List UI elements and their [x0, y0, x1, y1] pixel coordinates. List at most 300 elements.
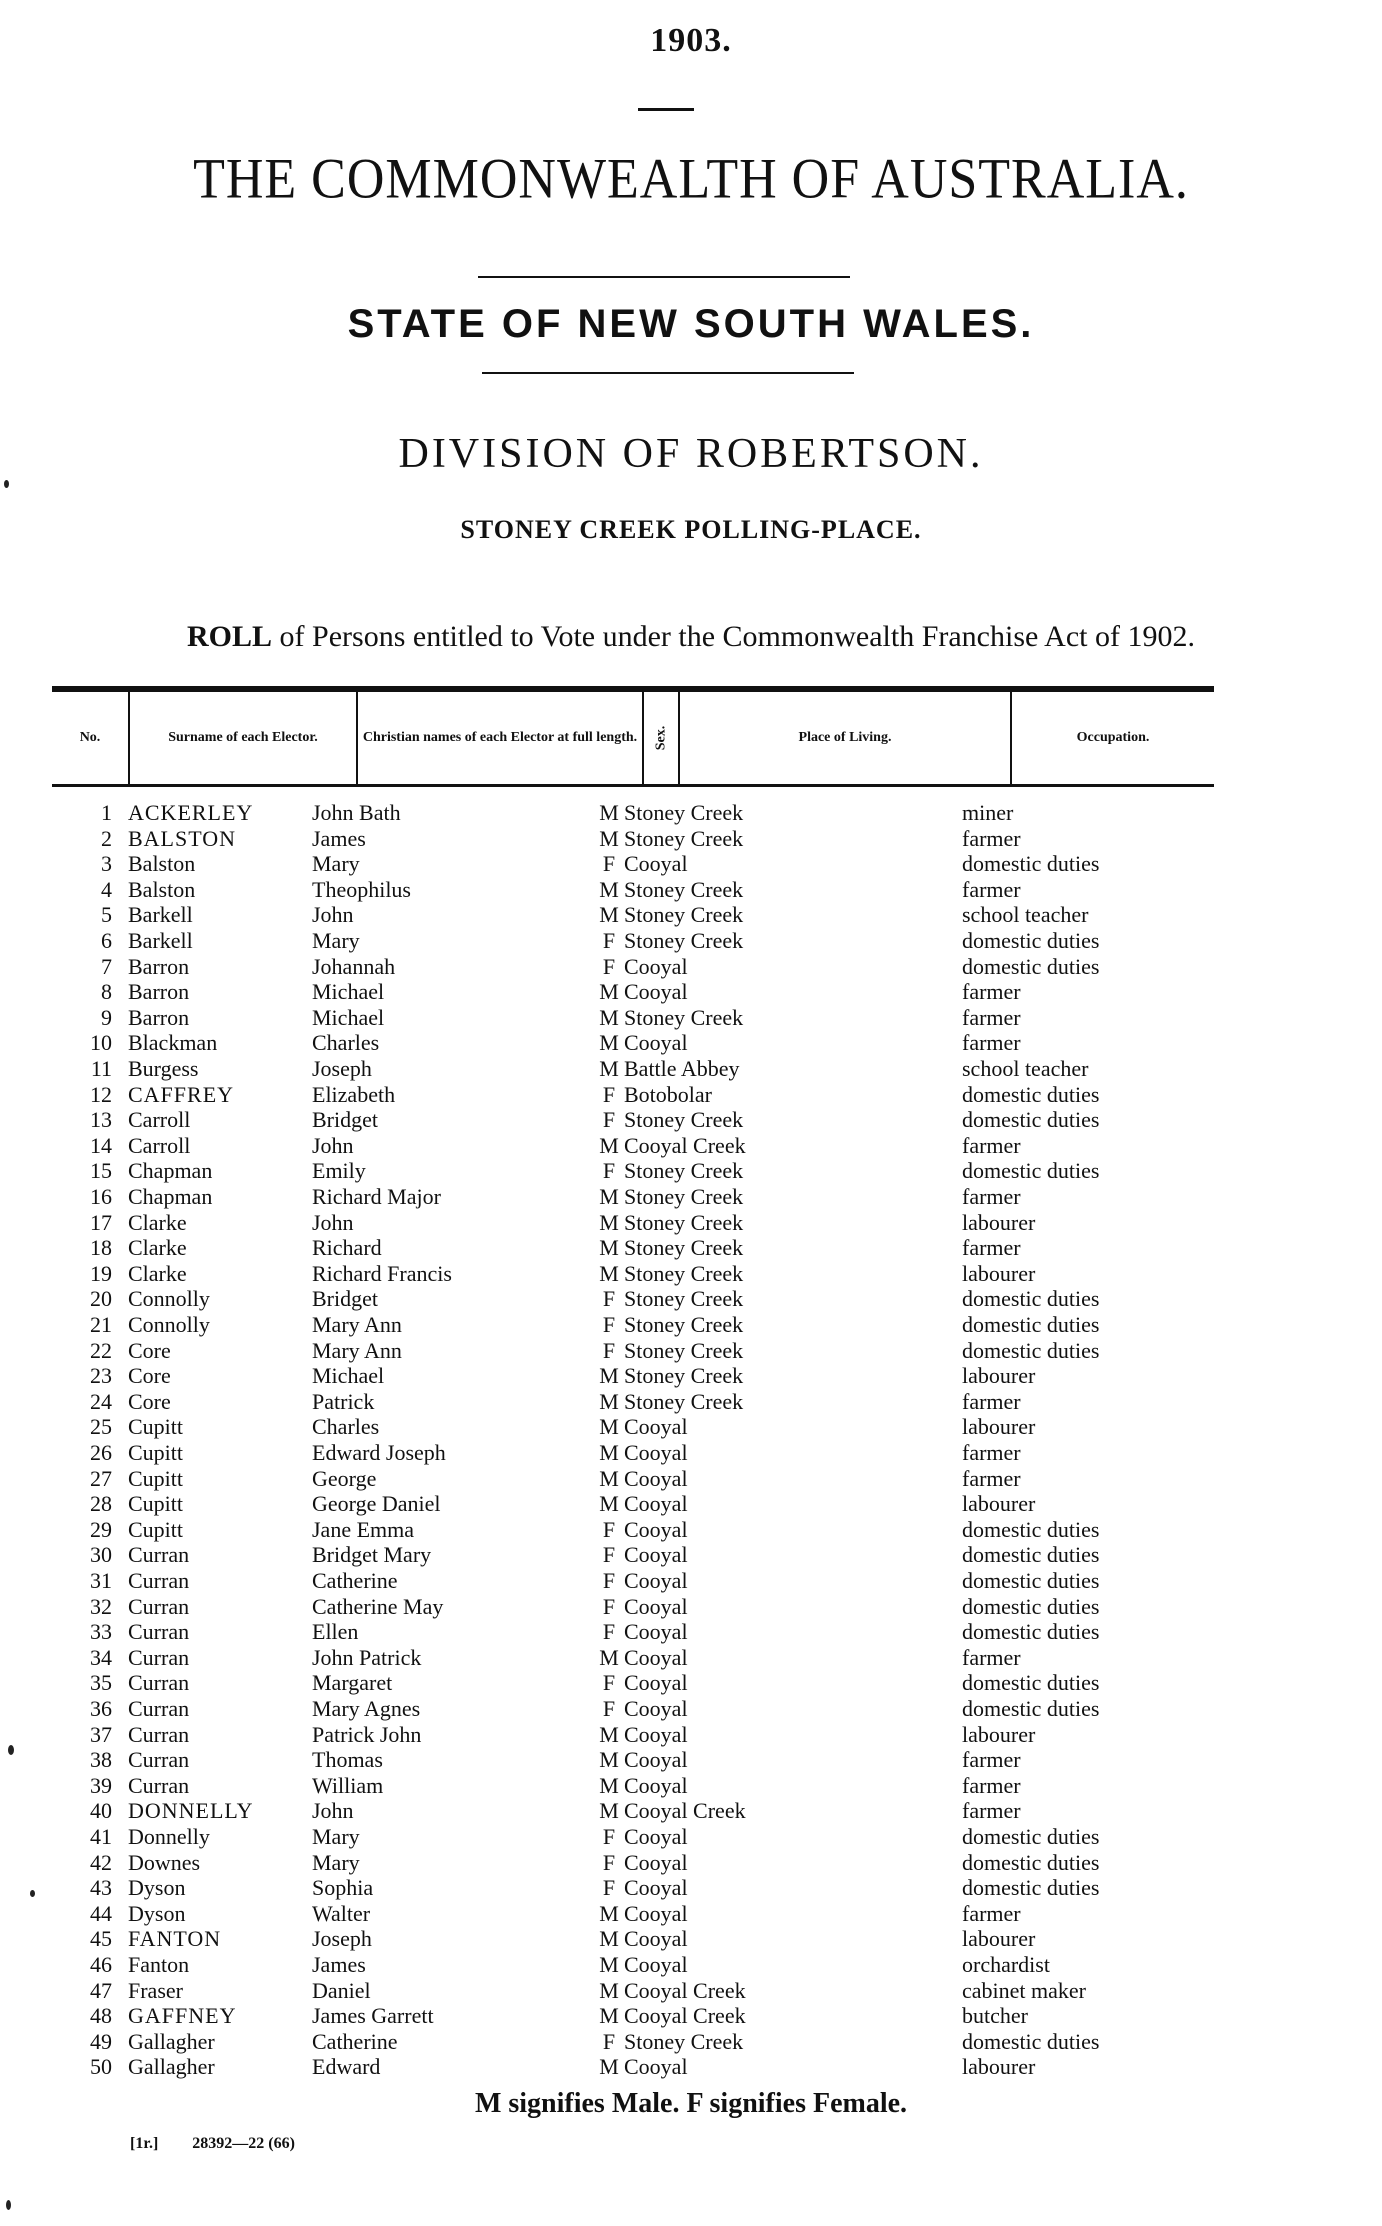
- cell-christian-names: Mary: [312, 1850, 360, 1875]
- cell-sex: F: [602, 1286, 616, 1311]
- cell-no: 2: [101, 826, 112, 851]
- cell-christian-names: Catherine May: [312, 1594, 444, 1619]
- cell-sex: M: [599, 1466, 619, 1491]
- table-row: [0, 1926, 1382, 1951]
- cell-occupation: farmer: [962, 979, 1021, 1004]
- cell-occupation: farmer: [962, 1389, 1021, 1414]
- cell-no: 25: [90, 1414, 112, 1439]
- cell-no: 46: [90, 1952, 112, 1977]
- cell-surname: Curran: [128, 1542, 190, 1567]
- table-row: [0, 1184, 1382, 1209]
- cell-place: Cooyal: [624, 1926, 688, 1951]
- cell-sex: M: [599, 1645, 619, 1670]
- cell-surname: Barron: [128, 954, 190, 979]
- table-row: [0, 1133, 1382, 1158]
- cell-occupation: domestic duties: [962, 851, 1100, 876]
- cell-christian-names: George: [312, 1466, 377, 1491]
- cell-christian-names: Elizabeth: [312, 1082, 396, 1107]
- cell-surname: Connolly: [128, 1286, 210, 1311]
- cell-surname: Clarke: [128, 1261, 187, 1286]
- cell-no: 28: [90, 1491, 112, 1516]
- table-row: [0, 1824, 1382, 1849]
- table-row: [0, 1850, 1382, 1875]
- cell-no: 6: [101, 928, 112, 953]
- table-row: [0, 1645, 1382, 1670]
- cell-christian-names: Richard Francis: [312, 1261, 452, 1286]
- table-row: [0, 1005, 1382, 1030]
- cell-place: Cooyal: [624, 979, 688, 1004]
- cell-sex: F: [602, 1619, 616, 1644]
- column-header-surname: Surname of each Elector.: [130, 692, 358, 784]
- cell-place: Stoney Creek: [624, 1389, 744, 1414]
- table-row: [0, 1312, 1382, 1337]
- table-row: [0, 1158, 1382, 1183]
- cell-sex: F: [602, 954, 616, 979]
- cell-christian-names: Edward: [312, 2054, 381, 2079]
- cell-place: Stoney Creek: [624, 1312, 744, 1337]
- table-row: [0, 1440, 1382, 1465]
- table-row: [0, 1210, 1382, 1235]
- cell-surname: Curran: [128, 1696, 190, 1721]
- cell-surname: Curran: [128, 1568, 190, 1593]
- cell-occupation: domestic duties: [962, 1517, 1100, 1542]
- cell-christian-names: John Bath: [312, 800, 401, 825]
- cell-no: 33: [90, 1619, 112, 1644]
- cell-occupation: domestic duties: [962, 1107, 1100, 1132]
- cell-occupation: miner: [962, 800, 1014, 825]
- cell-surname: Connolly: [128, 1312, 210, 1337]
- table-row: [0, 1414, 1382, 1439]
- cell-place: Cooyal Creek: [624, 1978, 746, 2003]
- cell-place: Cooyal: [624, 1722, 688, 1747]
- cell-surname: GAFFNEY: [128, 2003, 237, 2028]
- cell-no: 12: [90, 1082, 112, 1107]
- cell-place: Cooyal: [624, 1952, 688, 1977]
- roll-rest: of Persons entitled to Vote under the Commonwealth Franchise Act of 1902.: [272, 620, 1195, 653]
- column-header-place: Place of Living.: [680, 692, 1012, 784]
- cell-surname: Clarke: [128, 1210, 187, 1235]
- cell-occupation: domestic duties: [962, 1158, 1100, 1183]
- cell-christian-names: Patrick: [312, 1389, 375, 1414]
- cell-sex: F: [602, 1542, 616, 1567]
- cell-no: 45: [90, 1926, 112, 1951]
- sex-legend: M signifies Male. F signifies Female.: [474, 2088, 908, 2119]
- divider: [482, 372, 854, 374]
- cell-christian-names: Mary: [312, 928, 360, 953]
- cell-christian-names: Jane Emma: [312, 1517, 415, 1542]
- column-header-no: No.: [52, 692, 130, 784]
- cell-place: Cooyal: [624, 2054, 688, 2079]
- cell-surname: BALSTON: [128, 826, 237, 851]
- cell-occupation: farmer: [962, 1235, 1021, 1260]
- cell-occupation: domestic duties: [962, 1542, 1100, 1567]
- cell-christian-names: James: [312, 826, 366, 851]
- cell-no: 41: [90, 1824, 112, 1849]
- print-footer: [130, 2135, 295, 2153]
- cell-sex: F: [602, 928, 616, 953]
- cell-no: 43: [90, 1875, 112, 1900]
- cell-christian-names: Thomas: [312, 1747, 383, 1772]
- cell-no: 5: [101, 902, 112, 927]
- cell-sex: F: [602, 1594, 616, 1619]
- cell-occupation: domestic duties: [962, 2029, 1100, 2054]
- column-header-sex: [644, 692, 680, 784]
- cell-surname: Curran: [128, 1773, 190, 1798]
- cell-surname: Barron: [128, 1005, 190, 1030]
- cell-sex: F: [602, 1158, 616, 1183]
- cell-christian-names: Mary: [312, 1824, 360, 1849]
- cell-occupation: farmer: [962, 877, 1021, 902]
- cell-place: Stoney Creek: [624, 928, 744, 953]
- cell-sex: M: [599, 1440, 619, 1465]
- cell-surname: FANTON: [128, 1926, 222, 1951]
- cell-sex: F: [602, 1517, 616, 1542]
- cell-occupation: domestic duties: [962, 1082, 1100, 1107]
- cell-sex: F: [602, 1082, 616, 1107]
- cell-christian-names: Michael: [312, 979, 385, 1004]
- cell-no: 36: [90, 1696, 112, 1721]
- cell-occupation: cabinet maker: [962, 1978, 1086, 2003]
- table-row: [0, 1030, 1382, 1055]
- cell-occupation: domestic duties: [962, 928, 1100, 953]
- cell-christian-names: Richard: [312, 1235, 382, 1260]
- cell-no: 4: [101, 877, 112, 902]
- cell-place: Cooyal: [624, 1619, 688, 1644]
- cell-place: Cooyal: [624, 1747, 688, 1772]
- cell-christian-names: John: [312, 902, 354, 927]
- cell-no: 10: [90, 1030, 112, 1055]
- cell-christian-names: Mary: [312, 851, 360, 876]
- cell-sex: M: [599, 1773, 619, 1798]
- cell-sex: M: [599, 1030, 619, 1055]
- cell-sex: F: [602, 1696, 616, 1721]
- cell-place: Cooyal: [624, 1491, 688, 1516]
- margin-mark: [8, 1745, 14, 1755]
- cell-place: Cooyal: [624, 1850, 688, 1875]
- cell-sex: M: [599, 1184, 619, 1209]
- cell-surname: Curran: [128, 1722, 190, 1747]
- cell-place: Cooyal: [624, 1568, 688, 1593]
- cell-no: 40: [90, 1798, 112, 1823]
- cell-christian-names: Johannah: [312, 954, 396, 979]
- cell-surname: Carroll: [128, 1133, 191, 1158]
- table-row: [0, 1619, 1382, 1644]
- cell-no: 20: [90, 1286, 112, 1311]
- cell-place: Stoney Creek: [624, 1261, 744, 1286]
- cell-christian-names: Bridget: [312, 1107, 378, 1132]
- cell-place: Cooyal Creek: [624, 2003, 746, 2028]
- cell-occupation: school teacher: [962, 1056, 1089, 1081]
- cell-no: 14: [90, 1133, 112, 1158]
- cell-surname: Gallagher: [128, 2054, 215, 2079]
- cell-sex: M: [599, 1491, 619, 1516]
- cell-surname: Cupitt: [128, 1414, 184, 1439]
- table-row: [0, 2029, 1382, 2054]
- cell-no: 7: [101, 954, 112, 979]
- cell-place: Stoney Creek: [624, 826, 744, 851]
- cell-sex: F: [602, 851, 616, 876]
- table-row: [0, 1722, 1382, 1747]
- table-row: [0, 800, 1382, 825]
- cell-sex: M: [599, 1414, 619, 1439]
- cell-place: Cooyal: [624, 1594, 688, 1619]
- cell-christian-names: Patrick John: [312, 1722, 422, 1747]
- table-row: [0, 1517, 1382, 1542]
- table-row: [0, 1286, 1382, 1311]
- cell-occupation: farmer: [962, 1798, 1021, 1823]
- cell-christian-names: Charles: [312, 1030, 380, 1055]
- cell-surname: Balston: [128, 877, 196, 902]
- cell-surname: Blackman: [128, 1030, 218, 1055]
- table-row: [0, 1952, 1382, 1977]
- divider: [638, 108, 694, 111]
- cell-surname: Core: [128, 1338, 171, 1363]
- cell-surname: Barkell: [128, 928, 193, 953]
- table-row: [0, 826, 1382, 851]
- cell-occupation: farmer: [962, 1466, 1021, 1491]
- cell-occupation: school teacher: [962, 902, 1089, 927]
- cell-occupation: farmer: [962, 1747, 1021, 1772]
- cell-christian-names: Catherine: [312, 1568, 398, 1593]
- cell-place: Stoney Creek: [624, 877, 744, 902]
- cell-surname: Curran: [128, 1670, 190, 1695]
- cell-surname: Core: [128, 1363, 171, 1388]
- cell-no: 38: [90, 1747, 112, 1772]
- table-row: [0, 1798, 1382, 1823]
- cell-sex: M: [599, 2003, 619, 2028]
- cell-surname: Curran: [128, 1619, 190, 1644]
- cell-sex: M: [599, 1363, 619, 1388]
- cell-christian-names: George Daniel: [312, 1491, 441, 1516]
- cell-christian-names: Theophilus: [312, 877, 411, 902]
- cell-no: 27: [90, 1466, 112, 1491]
- cell-christian-names: John: [312, 1133, 354, 1158]
- cell-sex: M: [599, 1952, 619, 1977]
- cell-place: Stoney Creek: [624, 2029, 744, 2054]
- margin-mark: [4, 480, 9, 488]
- table-row: [0, 1107, 1382, 1132]
- cell-christian-names: John: [312, 1210, 354, 1235]
- cell-surname: Chapman: [128, 1184, 213, 1209]
- cell-no: 39: [90, 1773, 112, 1798]
- table-row: [0, 1082, 1382, 1107]
- cell-sex: M: [599, 1389, 619, 1414]
- table-row: [0, 1542, 1382, 1567]
- cell-surname: Barron: [128, 979, 190, 1004]
- cell-occupation: domestic duties: [962, 1670, 1100, 1695]
- table-row: [0, 1235, 1382, 1260]
- cell-no: 9: [101, 1005, 112, 1030]
- footer-code: [1r.]: [130, 2135, 159, 2152]
- cell-place: Stoney Creek: [624, 902, 744, 927]
- cell-place: Stoney Creek: [624, 1286, 744, 1311]
- cell-surname: Fanton: [128, 1952, 190, 1977]
- cell-place: Stoney Creek: [624, 1338, 744, 1363]
- year-heading: 1903.: [650, 22, 732, 59]
- cell-christian-names: Walter: [312, 1901, 371, 1926]
- cell-place: Cooyal: [624, 1645, 688, 1670]
- cell-surname: CAFFREY: [128, 1082, 235, 1107]
- cell-sex: M: [599, 1261, 619, 1286]
- cell-sex: F: [602, 2029, 616, 2054]
- cell-no: 49: [90, 2029, 112, 2054]
- cell-place: Stoney Creek: [624, 1363, 744, 1388]
- cell-no: 26: [90, 1440, 112, 1465]
- cell-no: 29: [90, 1517, 112, 1542]
- cell-christian-names: Joseph: [312, 1056, 372, 1081]
- cell-place: Cooyal Creek: [624, 1798, 746, 1823]
- table-row: [0, 1773, 1382, 1798]
- cell-surname: DONNELLY: [128, 1798, 254, 1823]
- cell-surname: Cupitt: [128, 1466, 184, 1491]
- table-row: [0, 1875, 1382, 1900]
- cell-surname: Cupitt: [128, 1517, 184, 1542]
- cell-occupation: labourer: [962, 1926, 1036, 1951]
- cell-occupation: farmer: [962, 1773, 1021, 1798]
- table-row: [0, 877, 1382, 902]
- cell-christian-names: Daniel: [312, 1978, 371, 2003]
- page-title: THE COMMONWEALTH OF AUSTRALIA.: [193, 148, 1189, 211]
- column-header-sex-label: Sex.: [653, 725, 668, 751]
- roll-description: [0, 620, 1382, 654]
- cell-occupation: domestic duties: [962, 1568, 1100, 1593]
- cell-occupation: orchardist: [962, 1952, 1050, 1977]
- table-row: [0, 902, 1382, 927]
- cell-surname: Donnelly: [128, 1824, 210, 1849]
- cell-no: 35: [90, 1670, 112, 1695]
- cell-no: 3: [101, 851, 112, 876]
- cell-christian-names: Bridget Mary: [312, 1542, 432, 1567]
- cell-no: 30: [90, 1542, 112, 1567]
- cell-no: 16: [90, 1184, 112, 1209]
- cell-no: 22: [90, 1338, 112, 1363]
- cell-surname: Clarke: [128, 1235, 187, 1260]
- cell-surname: Curran: [128, 1594, 190, 1619]
- cell-surname: Carroll: [128, 1107, 191, 1132]
- table-row: [0, 1363, 1382, 1388]
- cell-christian-names: James Garrett: [312, 2003, 434, 2028]
- cell-christian-names: Emily: [312, 1158, 366, 1183]
- cell-sex: M: [599, 1056, 619, 1081]
- cell-surname: ACKERLEY: [128, 800, 254, 825]
- cell-sex: F: [602, 1338, 616, 1363]
- table-row: [0, 1594, 1382, 1619]
- cell-sex: F: [602, 1312, 616, 1337]
- cell-place: Cooyal: [624, 1670, 688, 1695]
- cell-occupation: farmer: [962, 1005, 1021, 1030]
- divider: [478, 276, 850, 278]
- cell-christian-names: Charles: [312, 1414, 380, 1439]
- cell-occupation: labourer: [962, 1363, 1036, 1388]
- division-heading: DIVISION OF ROBERTSON.: [398, 431, 984, 477]
- cell-occupation: labourer: [962, 1722, 1036, 1747]
- table-row: [0, 1747, 1382, 1772]
- table-row: [0, 1261, 1382, 1286]
- cell-place: Stoney Creek: [624, 1005, 744, 1030]
- cell-occupation: domestic duties: [962, 1696, 1100, 1721]
- cell-no: 19: [90, 1261, 112, 1286]
- state-heading: STATE OF NEW SOUTH WALES.: [347, 302, 1035, 346]
- cell-place: Cooyal: [624, 1542, 688, 1567]
- cell-place: Cooyal: [624, 851, 688, 876]
- cell-occupation: domestic duties: [962, 1312, 1100, 1337]
- cell-sex: M: [599, 1798, 619, 1823]
- cell-sex: F: [602, 1824, 616, 1849]
- cell-christian-names: Margaret: [312, 1670, 393, 1695]
- cell-christian-names: Catherine: [312, 2029, 398, 2054]
- cell-occupation: domestic duties: [962, 954, 1100, 979]
- cell-place: Cooyal: [624, 1901, 688, 1926]
- cell-no: 8: [101, 979, 112, 1004]
- cell-sex: M: [599, 1926, 619, 1951]
- footer-print-ref: 28392—22 (66): [192, 2135, 295, 2152]
- cell-sex: F: [602, 1107, 616, 1132]
- table-row: [0, 1978, 1382, 2003]
- cell-occupation: farmer: [962, 1645, 1021, 1670]
- cell-no: 32: [90, 1594, 112, 1619]
- cell-occupation: farmer: [962, 1184, 1021, 1209]
- cell-occupation: domestic duties: [962, 1875, 1100, 1900]
- cell-place: Stoney Creek: [624, 1107, 744, 1132]
- cell-place: Stoney Creek: [624, 1235, 744, 1260]
- cell-christian-names: Michael: [312, 1005, 385, 1030]
- column-header-occupation: Occupation.: [1076, 730, 1150, 745]
- cell-surname: Core: [128, 1389, 171, 1414]
- table-row: [0, 2003, 1382, 2028]
- cell-sex: M: [599, 1978, 619, 2003]
- cell-no: 24: [90, 1389, 112, 1414]
- cell-christian-names: Michael: [312, 1363, 385, 1388]
- table-row: [0, 954, 1382, 979]
- cell-no: 17: [90, 1210, 112, 1235]
- cell-no: 48: [90, 2003, 112, 2028]
- cell-christian-names: Bridget: [312, 1286, 378, 1311]
- table-row: [0, 1568, 1382, 1593]
- table-row: [0, 1670, 1382, 1695]
- table-row: [0, 979, 1382, 1004]
- cell-sex: F: [602, 1850, 616, 1875]
- cell-sex: F: [602, 1568, 616, 1593]
- cell-christian-names: John: [312, 1798, 354, 1823]
- cell-occupation: labourer: [962, 1491, 1036, 1516]
- table-row: [0, 1056, 1382, 1081]
- cell-occupation: domestic duties: [962, 1850, 1100, 1875]
- cell-no: 18: [90, 1235, 112, 1260]
- cell-surname: Balston: [128, 851, 196, 876]
- cell-no: 13: [90, 1107, 112, 1132]
- cell-surname: Cupitt: [128, 1440, 184, 1465]
- cell-place: Stoney Creek: [624, 1184, 744, 1209]
- cell-christian-names: William: [312, 1773, 384, 1798]
- cell-place: Botobolar: [624, 1082, 712, 1107]
- cell-christian-names: Mary Agnes: [312, 1696, 421, 1721]
- cell-surname: Curran: [128, 1747, 190, 1772]
- cell-no: 50: [90, 2054, 112, 2079]
- cell-no: 21: [90, 1312, 112, 1337]
- cell-place: Cooyal: [624, 1875, 688, 1900]
- cell-christian-names: Richard Major: [312, 1184, 441, 1209]
- cell-place: Cooyal: [624, 1030, 688, 1055]
- cell-no: 42: [90, 1850, 112, 1875]
- cell-place: Cooyal: [624, 1414, 688, 1439]
- cell-place: Cooyal: [624, 1773, 688, 1798]
- cell-christian-names: John Patrick: [312, 1645, 422, 1670]
- cell-occupation: domestic duties: [962, 1619, 1100, 1644]
- cell-occupation: labourer: [962, 2054, 1036, 2079]
- cell-christian-names: Mary Ann: [312, 1338, 402, 1363]
- cell-surname: Dyson: [128, 1875, 186, 1900]
- cell-place: Cooyal: [624, 954, 688, 979]
